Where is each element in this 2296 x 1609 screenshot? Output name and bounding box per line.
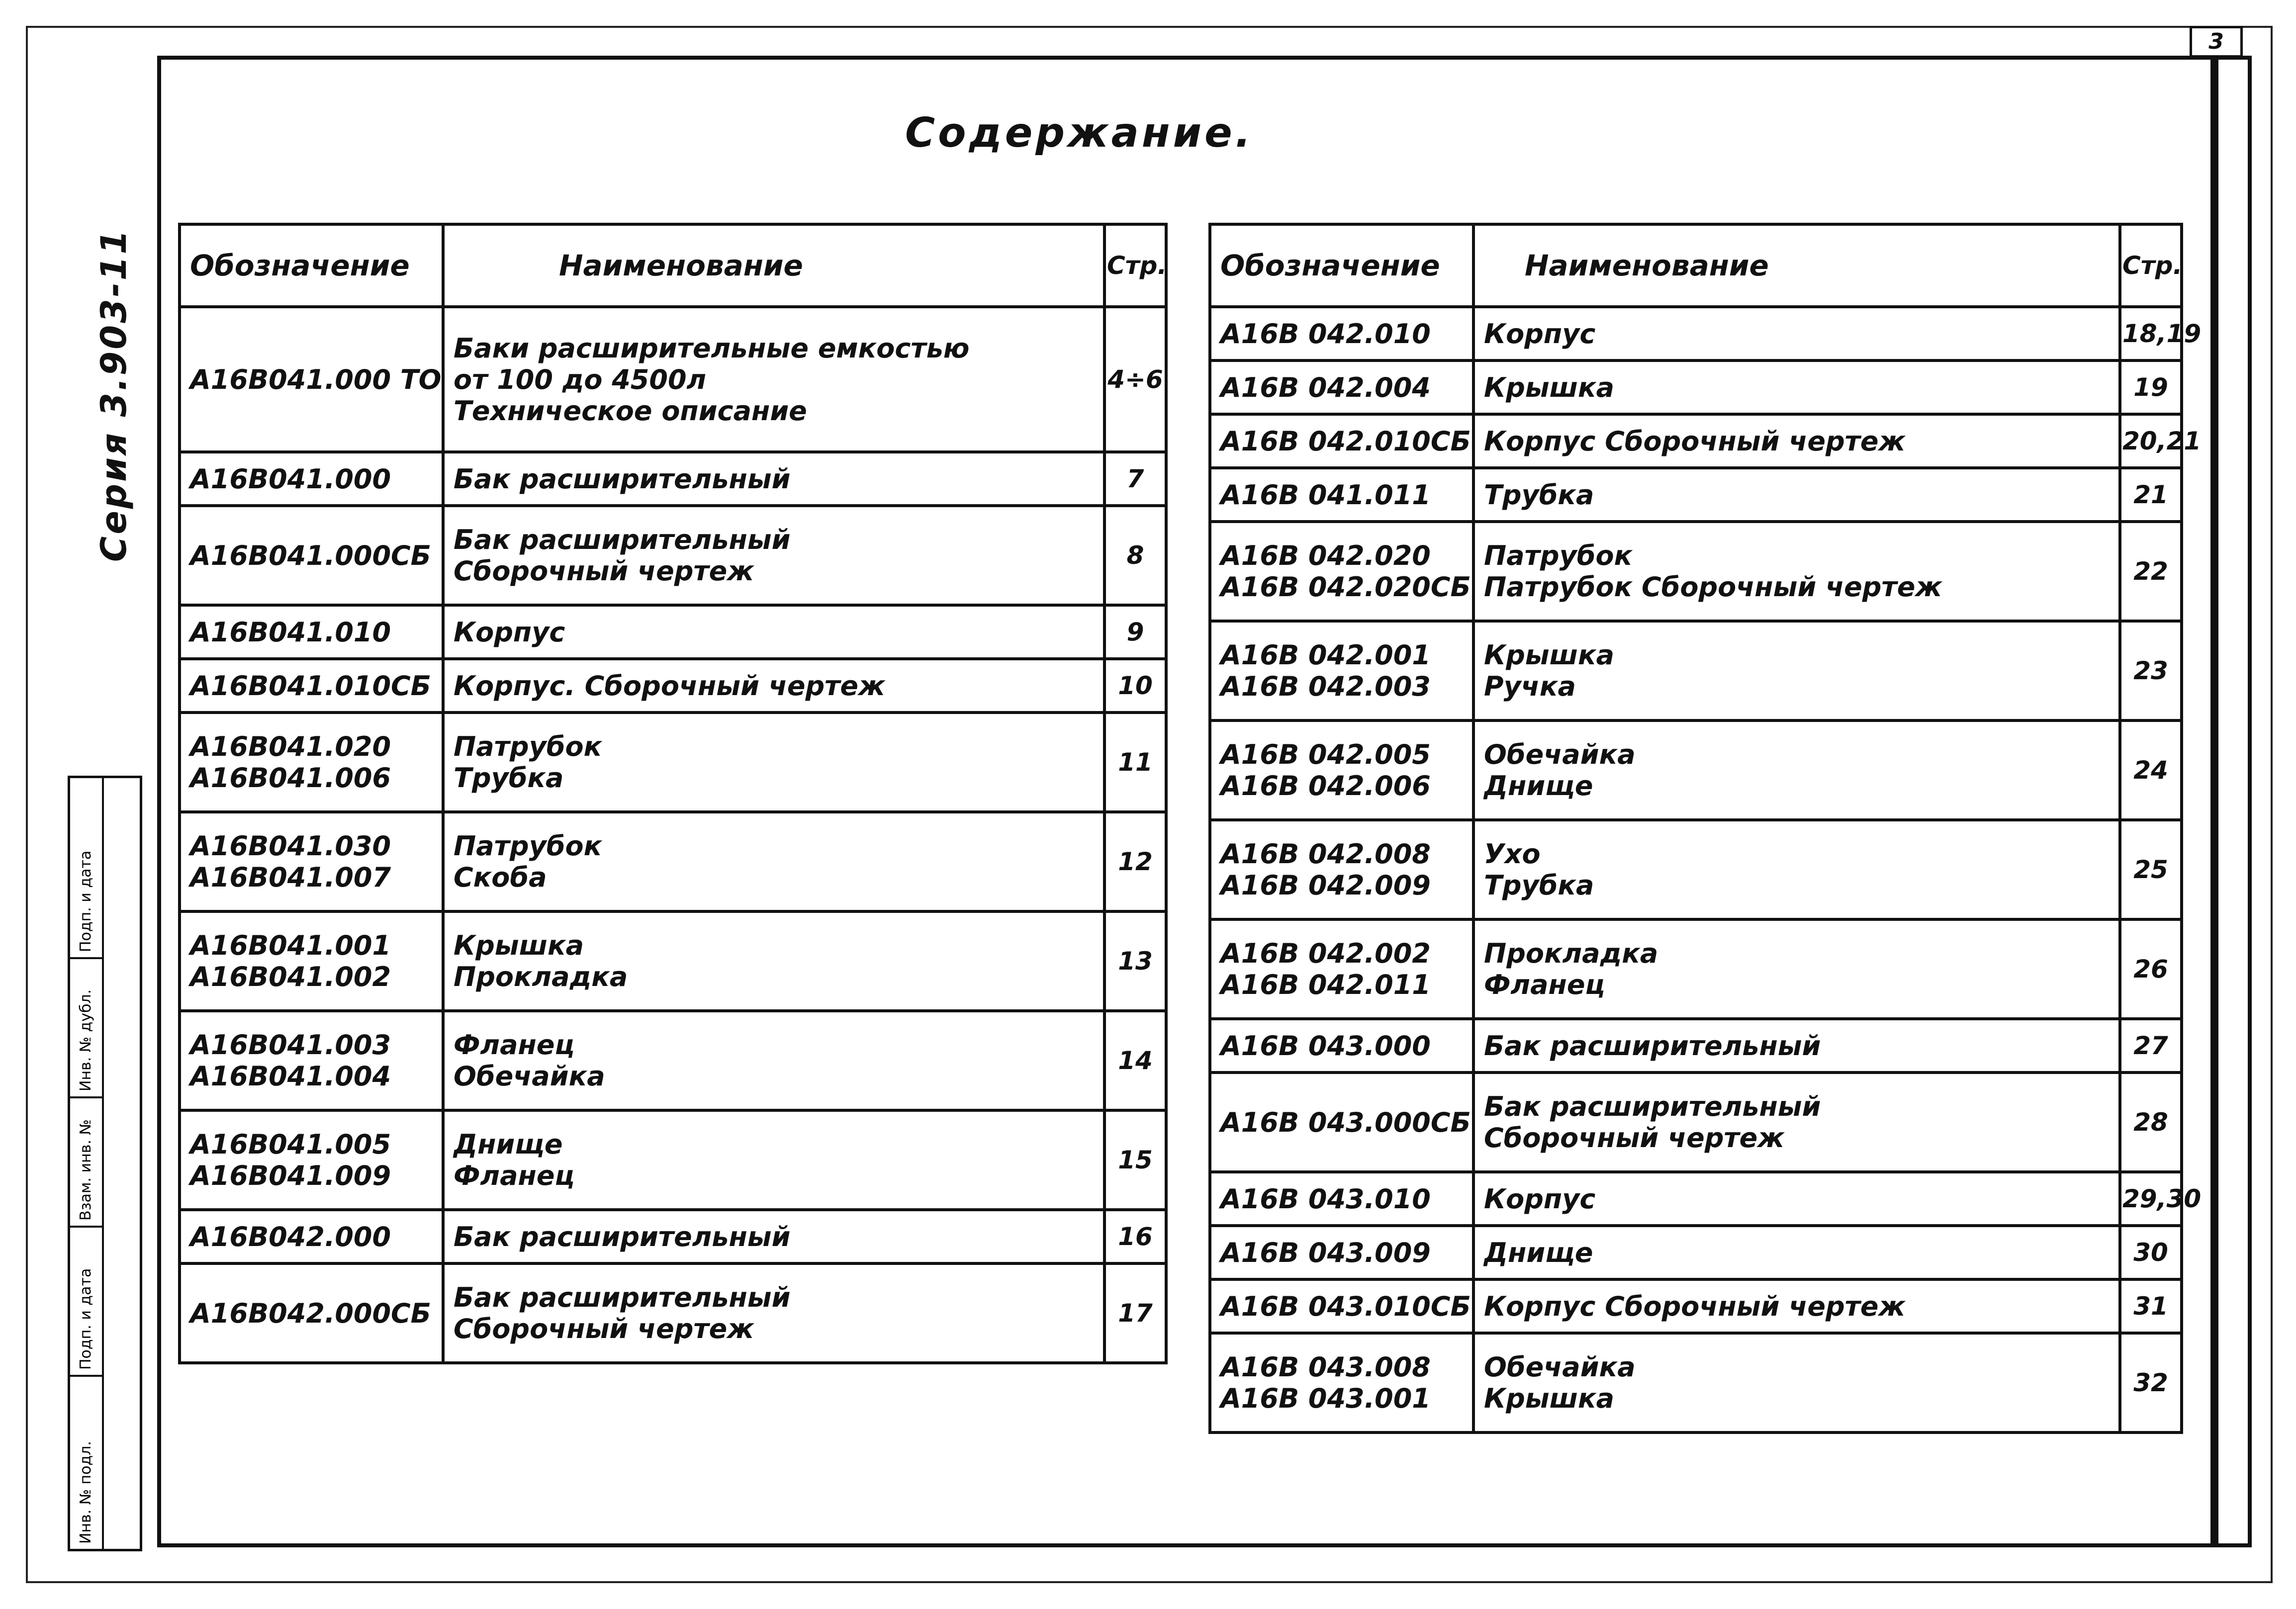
- name-text: Прокладка: [1484, 938, 1658, 969]
- name-text: Фланец: [454, 1029, 575, 1061]
- cell-name: [443, 1011, 1104, 1110]
- cell-name: [1473, 360, 2120, 414]
- stamp-divider: [70, 1226, 102, 1228]
- cell-name: [1473, 307, 2120, 360]
- designation-text: А16В 043.010СБ: [1220, 1290, 1471, 1322]
- table-body: [180, 307, 1166, 1363]
- cell-designation: [1210, 360, 1473, 414]
- designation-text: А16В041.009: [190, 1160, 391, 1191]
- designation-text: А16В 042.004: [1220, 371, 1431, 403]
- name-text: Техническое описание: [454, 395, 807, 427]
- cell-page: 17: [1104, 1263, 1166, 1363]
- name-text: Патрубок: [1484, 540, 1633, 571]
- cell-name: [443, 506, 1104, 605]
- designation-text: А16В 042.008: [1220, 838, 1431, 870]
- name-text: Крышка: [1484, 639, 1615, 671]
- cell-page: 10: [1104, 659, 1166, 713]
- contents-table-left: [178, 223, 1168, 1364]
- table-row: [1210, 468, 2182, 522]
- cell-page: 31: [2120, 1279, 2182, 1333]
- page-title: Содержание.: [905, 109, 1254, 157]
- name-text: Бак расширительный: [1484, 1030, 1821, 1062]
- cell-designation: [180, 1263, 443, 1363]
- cell-name: [1473, 1172, 2120, 1226]
- name-text: Фланец: [454, 1160, 575, 1191]
- designation-text: А16В 043.008: [1220, 1351, 1431, 1383]
- cell-name: [443, 605, 1104, 659]
- stamp-label: Подп. и дата: [77, 1268, 94, 1370]
- cell-designation: [1210, 307, 1473, 360]
- cell-page: 13: [1104, 911, 1166, 1011]
- table-row: [1210, 1279, 2182, 1333]
- cell-name: [1473, 1279, 2120, 1333]
- cell-page: 21: [2120, 468, 2182, 522]
- designation-text: А16В 042.020СБ: [1220, 571, 1471, 603]
- name-text: Патрубок Сборочный чертеж: [1484, 571, 1942, 603]
- table-row: [1210, 720, 2182, 820]
- cell-page: 15: [1104, 1110, 1166, 1210]
- designation-text: А16В041.006: [190, 762, 391, 794]
- column-header-designation: Обозначение: [1210, 224, 1473, 307]
- name-text: Обечайка: [454, 1061, 605, 1092]
- table-row: [1210, 1172, 2182, 1226]
- designation-text: А16В 042.003: [1220, 671, 1431, 702]
- designation-text: А16В041.030: [190, 830, 391, 862]
- name-text: Корпус: [454, 616, 565, 648]
- table-row: [180, 307, 1166, 452]
- cell-designation: [180, 605, 443, 659]
- designation-text: А16В041.010: [190, 616, 391, 648]
- designation-text: А16В 042.005: [1220, 739, 1431, 770]
- cell-name: [1473, 621, 2120, 720]
- column-header-page: Стр.: [2120, 224, 2182, 307]
- name-text: Сборочный чертеж: [1484, 1122, 1785, 1154]
- cell-designation: [1210, 414, 1473, 468]
- cell-designation: [1210, 522, 1473, 621]
- cell-page: 24: [2120, 720, 2182, 820]
- name-text: Скоба: [454, 862, 547, 893]
- designation-text: А16В041.002: [190, 961, 391, 992]
- cell-page: 27: [2120, 1019, 2182, 1073]
- designation-text: А16В041.007: [190, 862, 391, 893]
- designation-text: А16В041.010СБ: [190, 670, 431, 702]
- designation-text: А16В041.000: [190, 463, 391, 495]
- designation-text: А16В 043.009: [1220, 1237, 1431, 1268]
- cell-page: 19: [2120, 360, 2182, 414]
- designation-text: А16В 042.010СБ: [1220, 425, 1471, 457]
- cell-designation: [180, 713, 443, 812]
- designation-text: А16В042.000: [190, 1221, 391, 1252]
- cell-designation: [180, 452, 443, 506]
- cell-name: [443, 1210, 1104, 1263]
- cell-designation: [1210, 1019, 1473, 1073]
- name-text: Трубка: [1484, 479, 1594, 511]
- cell-page: 14: [1104, 1011, 1166, 1110]
- cell-designation: [1210, 720, 1473, 820]
- stamp-divider: [70, 957, 102, 959]
- cell-designation: [1210, 1073, 1473, 1172]
- cell-name: [443, 659, 1104, 713]
- designation-text: А16В 042.011: [1220, 969, 1431, 1000]
- cell-designation: [180, 1110, 443, 1210]
- cell-name: [1473, 919, 2120, 1019]
- cell-designation: [180, 812, 443, 911]
- table-row: [180, 1011, 1166, 1110]
- cell-page: 7: [1104, 452, 1166, 506]
- name-text: Днище: [1484, 1237, 1593, 1268]
- name-text: Баки расширительные емкостью: [454, 332, 970, 364]
- designation-text: А16В 042.009: [1220, 870, 1431, 901]
- cell-page: 28: [2120, 1073, 2182, 1172]
- column-header-name: Наименование: [443, 224, 1104, 307]
- designation-text: А16В041.020: [190, 731, 391, 762]
- name-text: Патрубок: [454, 830, 602, 862]
- cell-name: [1473, 468, 2120, 522]
- table-row: [180, 605, 1166, 659]
- cell-page: 32: [2120, 1333, 2182, 1432]
- name-text: Трубка: [454, 762, 564, 794]
- name-text: Ручка: [1484, 671, 1576, 702]
- name-text: Корпус. Сборочный чертеж: [454, 670, 885, 702]
- stamp-label: Подп. и дата: [77, 850, 94, 952]
- cell-page: 11: [1104, 713, 1166, 812]
- name-text: Крышка: [454, 930, 584, 961]
- table-row: [1210, 522, 2182, 621]
- cell-page: 8: [1104, 506, 1166, 605]
- cell-designation: [1210, 1279, 1473, 1333]
- designation-text: А16В041.001: [190, 930, 391, 961]
- name-text: Крышка: [1484, 371, 1615, 403]
- designation-text: А16В 041.011: [1220, 479, 1431, 511]
- cell-page: 9: [1104, 605, 1166, 659]
- name-text: Бак расширительный: [454, 1282, 791, 1313]
- name-text: Корпус Сборочный чертеж: [1484, 1290, 1906, 1322]
- cell-page: 12: [1104, 812, 1166, 911]
- name-text: Днище: [454, 1129, 563, 1160]
- cell-page: 18,19: [2120, 307, 2182, 360]
- designation-text: А16В 043.000СБ: [1220, 1106, 1471, 1138]
- column-header-designation: Обозначение: [180, 224, 443, 307]
- stamp-divider: [70, 1096, 102, 1098]
- name-text: Трубка: [1484, 870, 1594, 901]
- cell-name: [443, 1110, 1104, 1210]
- cell-designation: [1210, 919, 1473, 1019]
- designation-text: А16В 042.006: [1220, 770, 1431, 802]
- cell-page: 23: [2120, 621, 2182, 720]
- cell-name: [1473, 1333, 2120, 1432]
- stamp-divider: [70, 1375, 102, 1377]
- stamp-label: Взам. инв. №: [77, 1119, 94, 1221]
- table-row: [1210, 1073, 2182, 1172]
- cell-designation: [180, 307, 443, 452]
- designation-text: А16В 042.010: [1220, 318, 1431, 350]
- stamp-label: Инв. № дубл.: [77, 989, 94, 1091]
- cell-name: [1473, 820, 2120, 919]
- cell-name: [443, 452, 1104, 506]
- stamp-divider: [102, 778, 104, 1549]
- cell-designation: [180, 1011, 443, 1110]
- table-row: [180, 713, 1166, 812]
- cell-designation: [180, 506, 443, 605]
- designation-text: А16В 042.001: [1220, 639, 1431, 671]
- cell-page: 29,30: [2120, 1172, 2182, 1226]
- designation-text: А16В041.005: [190, 1129, 391, 1160]
- column-header-page: Стр.: [1104, 224, 1166, 307]
- name-text: Бак расширительный: [1484, 1091, 1821, 1122]
- designation-text: А16В041.004: [190, 1061, 391, 1092]
- name-text: от 100 до 4500л: [454, 363, 707, 395]
- contents-table-right: [1208, 223, 2202, 1434]
- name-text: Обечайка: [1484, 739, 1636, 770]
- cell-page: 26: [2120, 919, 2182, 1019]
- cell-page: 25: [2120, 820, 2182, 919]
- table-row: [180, 1263, 1166, 1363]
- designation-text: А16В 042.020: [1220, 540, 1431, 571]
- cell-designation: [1210, 621, 1473, 720]
- cell-name: [443, 911, 1104, 1011]
- cell-name: [443, 812, 1104, 911]
- cell-designation: [1210, 820, 1473, 919]
- cell-designation: [1210, 1172, 1473, 1226]
- name-text: Сборочный чертеж: [454, 1313, 754, 1344]
- name-text: Сборочный чертеж: [454, 555, 754, 587]
- table-row: [1210, 919, 2182, 1019]
- table-row: [1210, 621, 2182, 720]
- table-row: [180, 506, 1166, 605]
- designation-text: А16В 042.002: [1220, 938, 1431, 969]
- table-row: [1210, 1226, 2182, 1279]
- cell-page: 20,21: [2120, 414, 2182, 468]
- name-text: Крышка: [1484, 1383, 1615, 1414]
- designation-text: А16В 043.000: [1220, 1030, 1431, 1062]
- table-body: [1210, 307, 2202, 1432]
- cell-name: [1473, 414, 2120, 468]
- cell-designation: [1210, 1333, 1473, 1432]
- table-header-row: [1210, 224, 2182, 307]
- name-text: Бак расширительный: [454, 463, 791, 495]
- cell-designation: [1210, 1226, 1473, 1279]
- sheet-number: 3: [2190, 26, 2243, 58]
- designation-text: А16В041.000СБ: [190, 539, 431, 571]
- cell-page: 22: [2120, 522, 2182, 621]
- table-row: [1210, 414, 2182, 468]
- name-text: Бак расширительный: [454, 524, 791, 555]
- table-row: [1210, 820, 2182, 919]
- designation-text: А16В042.000СБ: [190, 1297, 431, 1329]
- cell-name: [1473, 1019, 2120, 1073]
- name-text: Фланец: [1484, 969, 1605, 1000]
- cell-page: 4÷6: [1104, 307, 1166, 452]
- cell-name: [443, 713, 1104, 812]
- approval-stamp: [68, 776, 142, 1551]
- name-text: Корпус Сборочный чертеж: [1484, 425, 1906, 457]
- name-text: Обечайка: [1484, 1351, 1636, 1383]
- designation-text: А16В041.003: [190, 1029, 391, 1061]
- designation-text: А16В 043.001: [1220, 1383, 1431, 1414]
- table-row: [1210, 360, 2182, 414]
- stamp-label: Инв. № подл.: [77, 1441, 94, 1544]
- table-row: [1210, 1019, 2182, 1073]
- name-text: Корпус: [1484, 1183, 1596, 1215]
- table-row: [1210, 1333, 2182, 1432]
- table-row: [180, 452, 1166, 506]
- cell-designation: [1210, 468, 1473, 522]
- cell-name: [1473, 1226, 2120, 1279]
- cell-name: [1473, 720, 2120, 820]
- table-row: [180, 659, 1166, 713]
- name-text: Бак расширительный: [454, 1221, 791, 1252]
- designation-text: А16В 043.010: [1220, 1183, 1431, 1215]
- designation-text: А16В041.000 ТО: [190, 363, 442, 395]
- cell-designation: [180, 911, 443, 1011]
- table-row: [180, 1110, 1166, 1210]
- name-text: Патрубок: [454, 731, 602, 762]
- table-row: [180, 1210, 1166, 1263]
- name-text: Днище: [1484, 770, 1593, 802]
- name-text: Ухо: [1484, 838, 1541, 870]
- frame-right-bar: [2210, 56, 2218, 1545]
- table-header-row: [180, 224, 1166, 307]
- cell-name: [443, 307, 1104, 452]
- name-text: Прокладка: [454, 961, 628, 992]
- cell-page: 30: [2120, 1226, 2182, 1279]
- cell-name: [443, 1263, 1104, 1363]
- cell-designation: [180, 659, 443, 713]
- name-text: Корпус: [1484, 318, 1596, 350]
- table-row: [1210, 307, 2182, 360]
- cell-name: [1473, 522, 2120, 621]
- table-row: [180, 812, 1166, 911]
- cell-name: [1473, 1073, 2120, 1172]
- column-header-name: Наименование: [1473, 224, 2120, 307]
- table-row: [180, 911, 1166, 1011]
- series-label: Серия 3.903-11: [93, 228, 134, 562]
- cell-designation: [180, 1210, 443, 1263]
- cell-page: 16: [1104, 1210, 1166, 1263]
